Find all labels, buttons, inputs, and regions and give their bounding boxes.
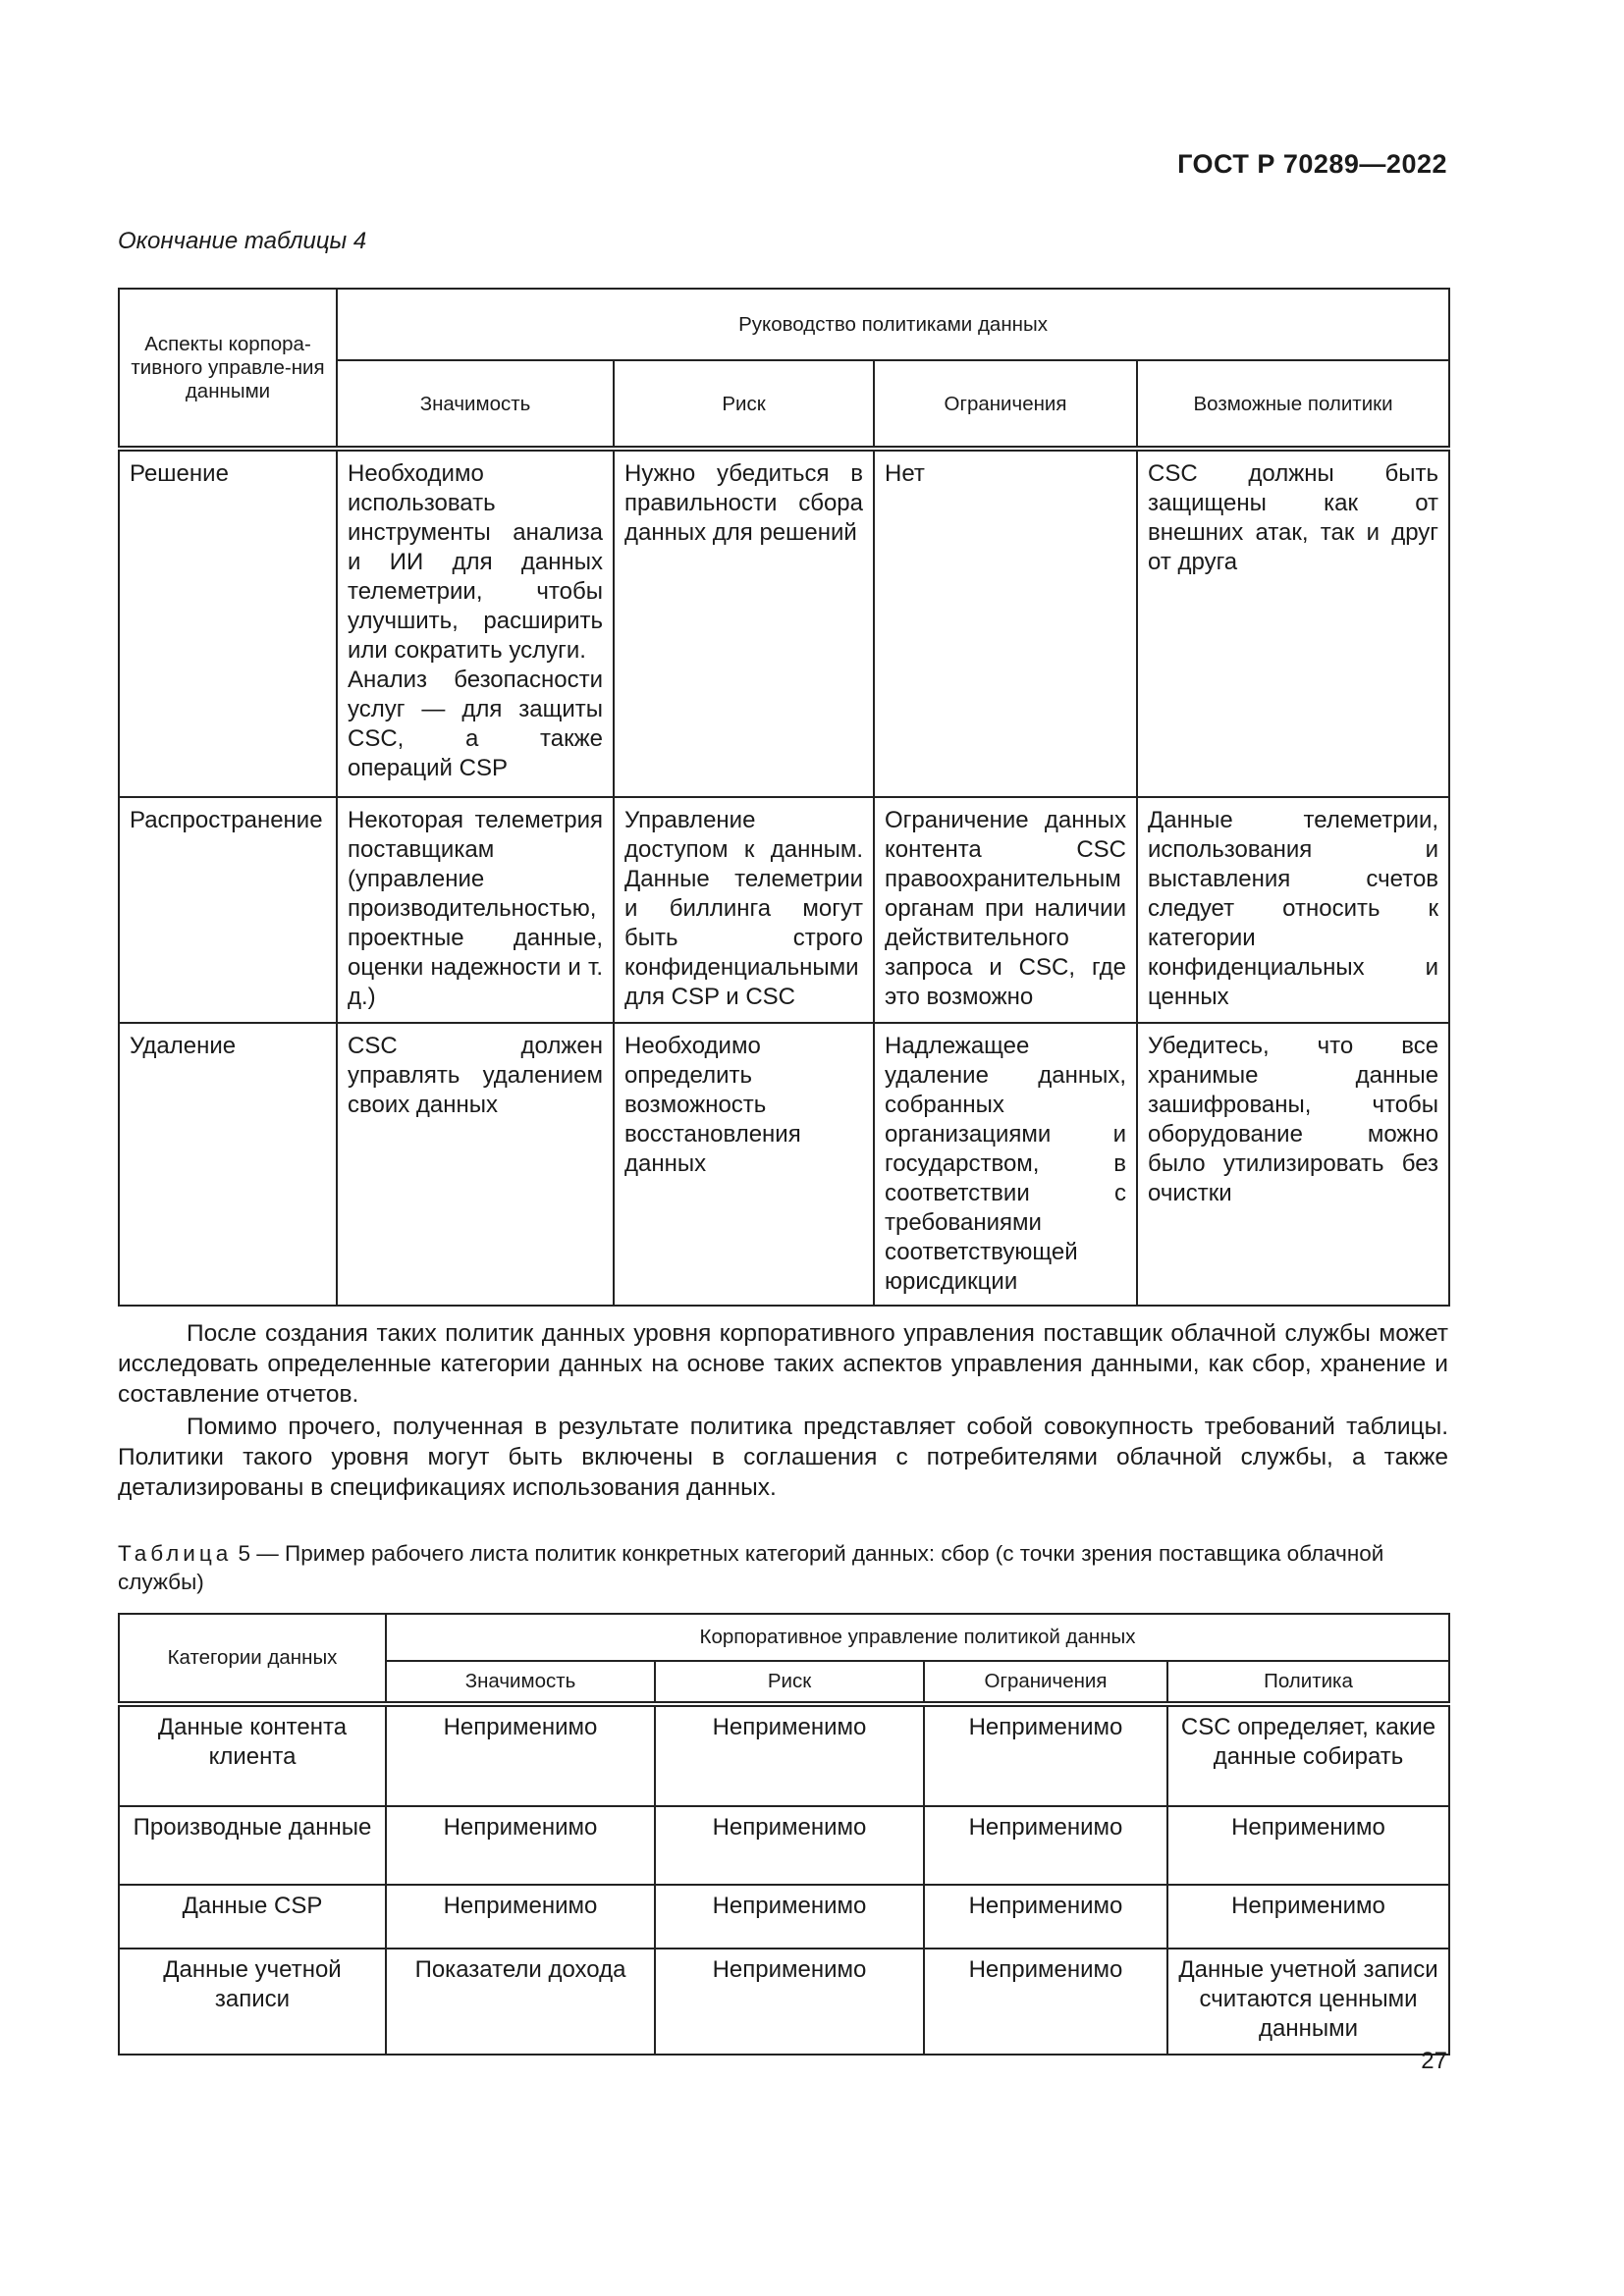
col-header: Значимость — [386, 1661, 655, 1704]
aspect-header: Аспекты корпора-тивного управле-ния данными — [119, 289, 337, 449]
table-cell: Ограничение данных контента CSC правоохранительным органам при наличии действительного запроса и CSC, где это возможно — [874, 797, 1137, 1023]
table-cell: Необходимо определить возможность восстановления данных — [614, 1023, 874, 1306]
table-row — [119, 449, 1449, 797]
table-5 — [118, 1613, 1450, 2056]
table-4 — [118, 288, 1450, 1307]
col-header: Значимость — [337, 360, 614, 449]
col-header: Политика — [1167, 1661, 1449, 1704]
row-category: Данные CSP — [119, 1885, 386, 1949]
col-header: Ограничения — [874, 360, 1137, 449]
category-header: Категории данных — [119, 1614, 386, 1704]
table-row — [119, 1885, 1449, 1949]
group-header: Руководство политиками данных — [337, 289, 1449, 360]
table-cell: Неприменимо — [1167, 1885, 1449, 1949]
table-cell — [337, 449, 614, 797]
table-cell: Нужно убедиться в правильности сбора данных для решений — [614, 449, 874, 797]
col-header: Возможные политики — [1137, 360, 1449, 449]
col-header: Риск — [614, 360, 874, 449]
paragraph: После создания таких политик данных уровня корпоративного управления поставщик облачной службы может исследовать определенные категории данных на основе таких аспектов управления данными, как сбор, хранение и составление отчетов. — [118, 1320, 1448, 1408]
table-cell: Неприменимо — [655, 1806, 924, 1885]
table-cell: Убедитесь, что все хранимые данные зашифрованы, чтобы оборудование можно было утилизировать без очистки — [1137, 1023, 1449, 1306]
table-cell: Неприменимо — [924, 1704, 1167, 1806]
table-row — [119, 1806, 1449, 1885]
table-cell: Показатели дохода — [386, 1949, 655, 2055]
table-cell: Управление доступом к данным. Данные телеметрии и биллинга могут быть строго конфиденциальными для CSP и CSC — [614, 797, 874, 1023]
table-cell: Данные учетной записи считаются ценными данными — [1167, 1949, 1449, 2055]
table-cell: CSC должны быть защищены как от внешних атак, так и друг от друга — [1137, 449, 1449, 797]
table-cell: Неприменимо — [655, 1885, 924, 1949]
table5-caption — [118, 1539, 1448, 1596]
table-cell: Неприменимо — [386, 1885, 655, 1949]
table-cell: Неприменимо — [1167, 1806, 1449, 1885]
table-cell: Данные телеметрии, использования и выставления счетов следует относить к категории конфиденциальных и ценных — [1137, 797, 1449, 1023]
row-aspect: Распространение — [119, 797, 337, 1023]
table5-caption-text: 5 — Пример рабочего листа политик конкретных категорий данных: сбор (с точки зрения поставщика облачной службы) — [118, 1541, 1384, 1594]
col-header: Риск — [655, 1661, 924, 1704]
cell-text-extra: Анализ безопасности услуг — для защиты CSC, а также операций CSP — [348, 667, 603, 781]
row-aspect: Удаление — [119, 1023, 337, 1306]
cell-text: Необходимо использовать инструменты анализа и ИИ для данных телеметрии, чтобы улучшить, расширить или сократить услуги. — [348, 460, 603, 664]
body-text — [118, 1318, 1448, 1503]
table-cell: CSC должен управлять удалением своих данных — [337, 1023, 614, 1306]
table-cell: Некоторая телеметрия поставщикам (управление производительностью, проектные данные, оценки надежности и т. д.) — [337, 797, 614, 1023]
table-cell: Надлежащее удаление данных, собранных организациями и государством, в соответствии с требованиями соответствующей юрисдикции — [874, 1023, 1137, 1306]
table-row — [119, 1949, 1449, 2055]
table-row — [119, 1704, 1449, 1806]
table-cell: Неприменимо — [924, 1806, 1167, 1885]
group-header: Корпоративное управление политикой данных — [386, 1614, 1449, 1661]
row-category: Данные учетной записи — [119, 1949, 386, 2055]
standard-code: ГОСТ Р 70289—2022 — [1177, 149, 1447, 179]
table5-caption-label: Таблица — [118, 1541, 233, 1566]
table-row — [119, 797, 1449, 1023]
col-header: Ограничения — [924, 1661, 1167, 1704]
row-category: Данные контента клиента — [119, 1704, 386, 1806]
table4-caption: Окончание таблицы 4 — [118, 228, 367, 254]
table-cell: Неприменимо — [655, 1704, 924, 1806]
table-cell: Неприменимо — [386, 1806, 655, 1885]
table-cell: Неприменимо — [924, 1949, 1167, 2055]
paragraph: Помимо прочего, полученная в результате политика представляет собой совокупность требований таблицы. Политики такого уровня могут быть включены в соглашения с потребителями облачной службы, а также детализированы в спецификациях использования данных. — [118, 1414, 1448, 1501]
table-cell: CSC определяет, какие данные собирать — [1167, 1704, 1449, 1806]
row-category: Производные данные — [119, 1806, 386, 1885]
table-row — [119, 1023, 1449, 1306]
table-cell: Неприменимо — [386, 1704, 655, 1806]
table-cell: Неприменимо — [924, 1885, 1167, 1949]
table-cell: Неприменимо — [655, 1949, 924, 2055]
row-aspect: Решение — [119, 449, 337, 797]
table-cell: Нет — [874, 449, 1137, 797]
page-number: 27 — [1421, 2048, 1447, 2074]
